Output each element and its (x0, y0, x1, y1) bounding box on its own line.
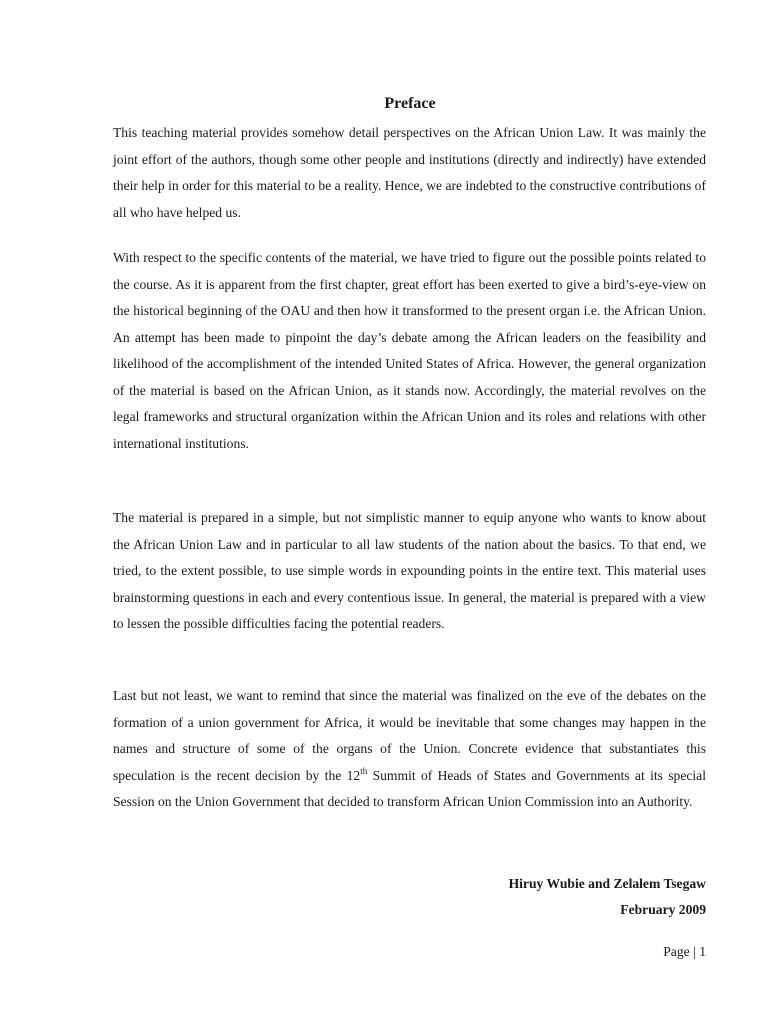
signature-date: February 2009 (620, 902, 706, 917)
ordinal-superscript: th (360, 765, 368, 776)
paragraph-3: The material is prepared in a simple, but not simplistic manner to equip anyone who wants to know about the African Union Law and in particular to all law students of the nation about the basics. To that end, we tried, to the extent possible, to use simple words in expounding points in the entire text. This material uses brainstorming questions in each and every contentious issue. In general, the material is prepared with a view to lessen the possible difficulties facing the potential readers. (113, 510, 706, 631)
signature-authors: Hiruy Wubie and Zelalem Tsegaw (508, 876, 706, 891)
page-title: Preface (384, 95, 436, 112)
paragraph-2: With respect to the specific contents of the material, we have tried to figure out the possible points related to the course. As it is apparent from the first chapter, great effort has been exerted to give a bird’s-eye-view on the historical beginning of the OAU and then how it transformed to the present organ i.e. the African Union. An attempt has been made to pinpoint the day’s debate among the African leaders on the feasibility and likelihood of the accomplishment of the intended United States of Africa. However, the general organization of the material is based on the African Union, as it stands now. Accordingly, the material revolves on the legal frameworks and structural organization within the African Union and its roles and relations with other international institutions. (113, 250, 706, 451)
paragraph-4-text-before: Last but not least, we want to remind that since the material was finalized on the eve of the debates on the formation of a union government for Africa, it would be inevitable that some changes may happen in the names and structure of some of the organs of the Union. Concrete evidence that substantiates this speculation is the recent decision by the 12 (113, 688, 706, 783)
paragraph-4-text-after: Summit of Heads of States and Governments at its special Session on the Union Government that decided to transform African Union Commission into an Authority. (113, 767, 706, 809)
paragraph-4 (113, 683, 706, 816)
paragraph-1: This teaching material provides somehow detail perspectives on the African Union Law. It was mainly the joint effort of the authors, though some other people and institutions (directly and indirectly) have extended their help in order for this material to be a reality. Hence, we are indebted to the constructive contributions of all who have helped us. (113, 125, 706, 220)
page-number: Page | 1 (663, 944, 706, 959)
